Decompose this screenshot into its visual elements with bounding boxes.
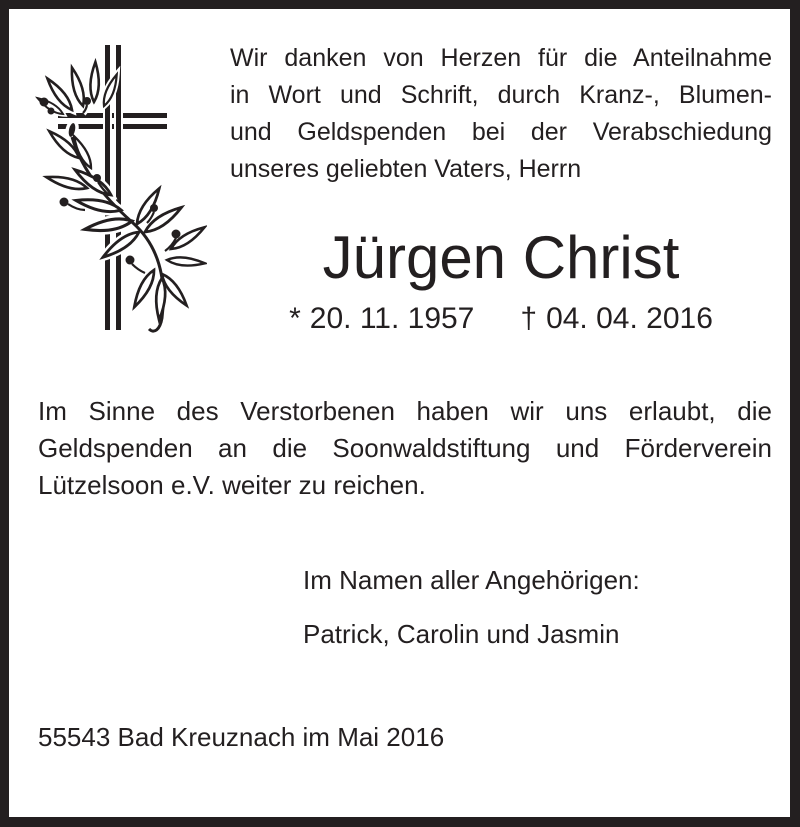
thanks-line: in Wort und Schrift, durch Kranz-, Blumen- [230, 81, 772, 109]
donation-line: Im Sinne des Verstorbenen haben wir uns erlaubt, die [38, 396, 772, 426]
birth-date-value: 20. 11. 1957 [309, 302, 475, 335]
location-date: 55543 Bad Kreuznach im Mai 2016 [38, 722, 445, 752]
birth-date [289, 302, 474, 336]
signature-block [303, 565, 640, 649]
thanks-line: unseres geliebten Vaters, Herrn [230, 155, 582, 183]
thanks-line: Wir danken von Herzen für die Anteilnahme [230, 44, 772, 72]
cross-and-olive-branch-icon [35, 38, 207, 344]
death-date-value: 04. 04. 2016 [546, 302, 713, 335]
donation-paragraph [38, 393, 772, 504]
signature-intro: Im Namen aller Angehörigen: [303, 565, 640, 595]
life-dates [230, 302, 772, 336]
death-date [520, 302, 713, 336]
deceased-block [230, 224, 772, 336]
birth-symbol: * [289, 302, 301, 335]
death-symbol: † [520, 302, 538, 335]
condolence-thanks-paragraph [230, 40, 772, 188]
thanks-line: und Geldspenden bei der Verabschiedung [230, 118, 772, 146]
signature-names: Patrick, Carolin und Jasmin [303, 619, 620, 649]
donation-line: Geldspenden an die Soonwaldstiftung und Förderverein [38, 433, 772, 463]
donation-line: Lützelsoon e.V. weiter zu reichen. [38, 470, 426, 500]
deceased-name: Jürgen Christ [322, 224, 680, 291]
